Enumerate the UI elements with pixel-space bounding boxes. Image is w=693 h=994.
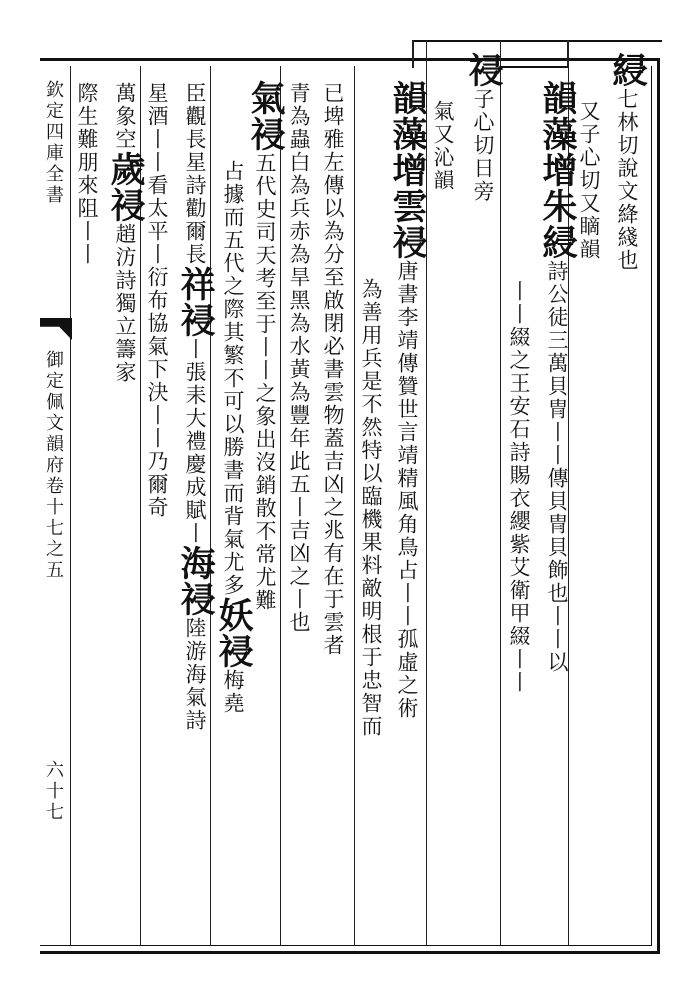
entry-text: 唐書李靖傳贊世言靖精風角鳥占丨丨孤虛之術 (395, 260, 419, 720)
entry-text: 又子心切又䁤韻 (577, 100, 601, 261)
entry-text: 青為蟲白為兵赤為旱黑為水黃為豐年此五丨吉凶之丨也 (287, 82, 311, 634)
entry-text: 梅堯 (221, 669, 245, 715)
headword: 綅 (607, 52, 648, 88)
entry-text: 已埤雅左傳以為分至啟閉必書雲物蓋吉凶之兆有在于雲者 (321, 82, 345, 657)
entry-text: 為善用兵是不然特以臨機果料敵明根于忠智而 (359, 278, 383, 738)
text-column (607, 52, 648, 272)
entry-text: 萬象空 (113, 82, 137, 151)
entry-text: 星酒丨丨看太平 (145, 82, 169, 243)
text-column (360, 278, 381, 738)
column-rule (70, 66, 71, 946)
text-column (105, 82, 146, 384)
header-rule (412, 40, 662, 42)
header-notch-left (412, 40, 414, 68)
text-column (432, 100, 453, 192)
entry-text: 子心切日旁 (471, 88, 495, 203)
entry-text: 氣又沁韻 (431, 100, 455, 192)
entry-text: 難朋來阻丨丨 (75, 128, 99, 266)
headword: 韻藻增朱綅 (537, 80, 578, 260)
text-column (175, 82, 216, 732)
book-title: 欽定四庫全書 (43, 80, 64, 206)
column-rule (354, 66, 355, 946)
header-step (500, 66, 568, 68)
text-column (322, 82, 343, 657)
text-column (245, 80, 286, 612)
text-column (463, 52, 504, 203)
text-column (288, 82, 309, 634)
text-column (508, 280, 529, 694)
headword: 妖祲 (213, 597, 254, 669)
entry-text: 五代史司天考至于丨丨之象出沒銷散不常尤難 (253, 152, 277, 612)
entry-text: 詩公徒三萬貝冑丨丨傳貝冑貝飾也丨丨以 (545, 260, 569, 674)
text-column (537, 80, 578, 674)
entry-text: 趙汸詩獨立籌家 (113, 223, 137, 384)
headword: 祲 (463, 52, 504, 88)
headword: 歲祲 (105, 151, 146, 223)
text-column (578, 100, 599, 261)
entry-text: 陸游海氣詩 (183, 617, 207, 732)
entry-text: 占據而五代之際其繁不可以勝書而背氣尤多 (221, 160, 245, 597)
text-column (213, 160, 254, 715)
entry-text: 丨丨乃爾奇 (145, 404, 169, 519)
headword: 韻藻增雲祲 (387, 80, 428, 260)
work-title: 御定佩文韻府卷十七之五 (43, 350, 64, 581)
headword: 氣祲 (245, 80, 286, 152)
entry-text: 丨丨綴之王安石詩賜衣纓紫艾衛甲綴丨丨 (507, 280, 531, 694)
headword: 祥祲 (175, 266, 216, 338)
text-column (387, 80, 428, 720)
text-column (76, 82, 97, 266)
headword: 海祲 (175, 545, 216, 617)
entry-text: 丨張耒大禮慶成賦丨 (183, 338, 207, 545)
entry-text: 際生 (75, 82, 99, 128)
entry-text: 七林切說文絳綫也 (615, 88, 639, 272)
page-number: 六十七 (43, 760, 64, 823)
entry-text: 臣觀長星詩勸爾長 (183, 82, 207, 266)
entry-text: 丨衍布協氣下決 (145, 243, 169, 404)
text-column (146, 82, 167, 519)
